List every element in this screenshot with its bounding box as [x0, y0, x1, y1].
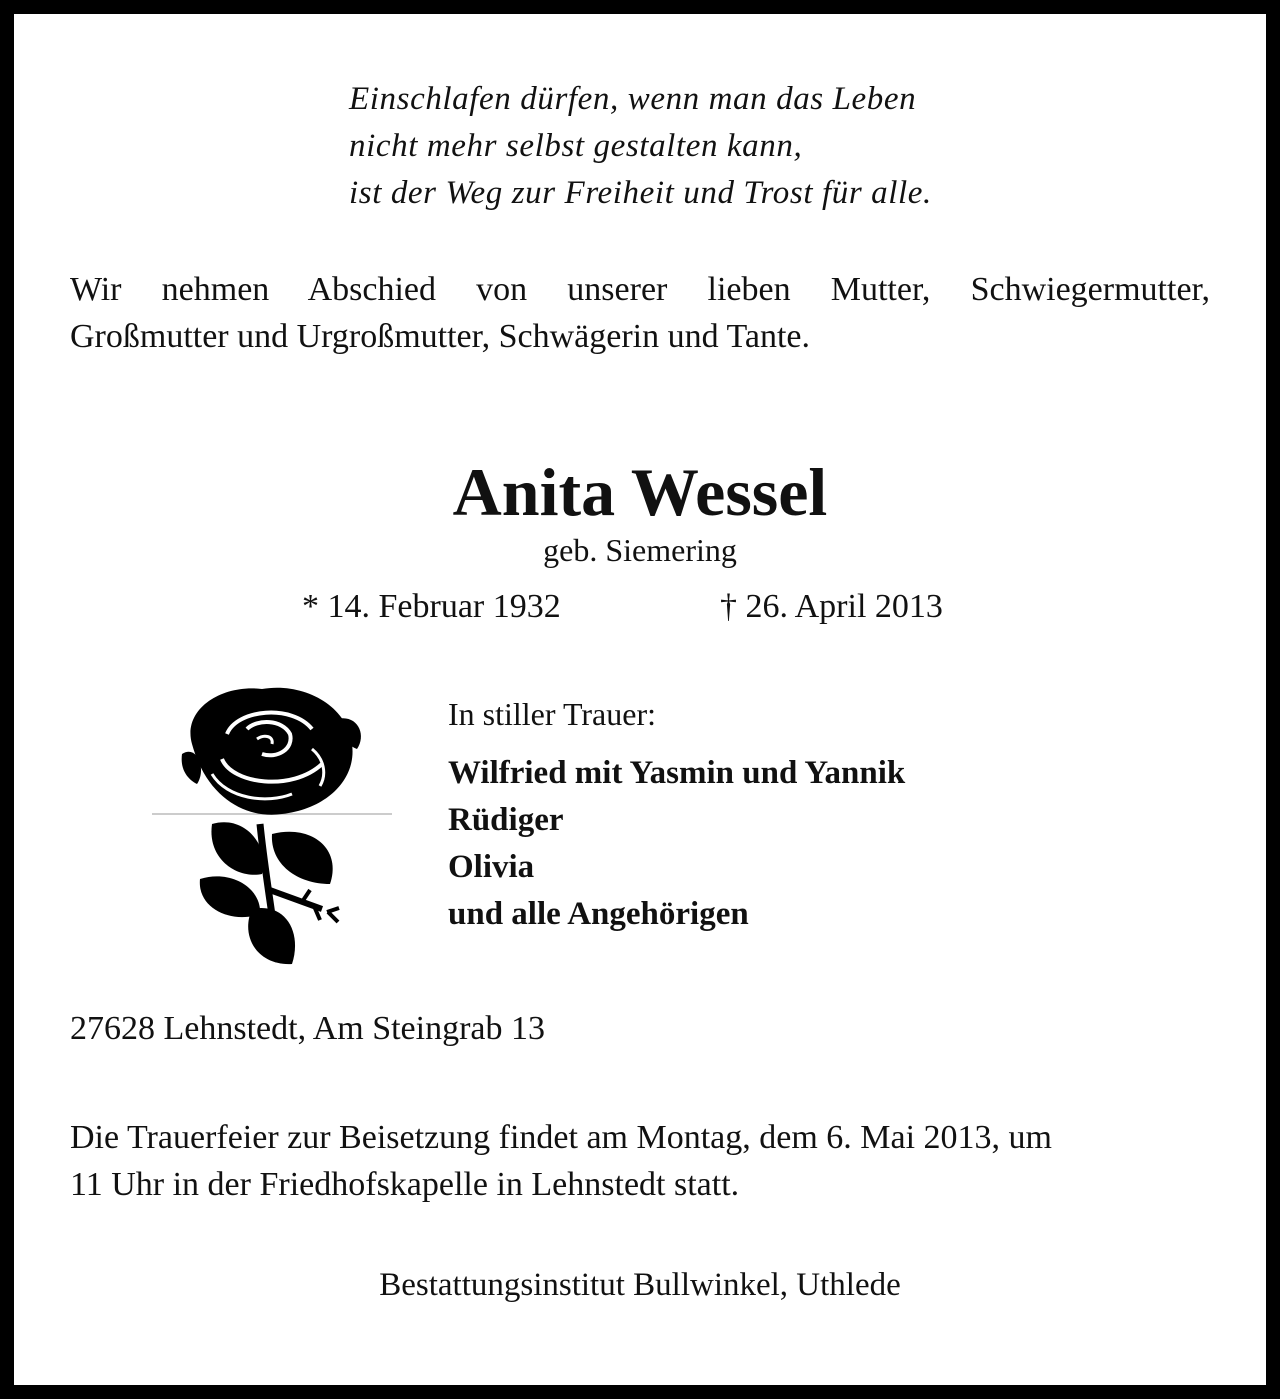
mourner-name: und alle Angehörigen: [448, 896, 749, 932]
rose-icon: [152, 674, 392, 974]
service-line: 11 Uhr in der Friedhofskapelle in Lehnstedt statt.: [70, 1166, 740, 1203]
maiden-name: geb. Siemering: [543, 532, 737, 568]
funeral-service-info: [70, 1114, 1052, 1208]
farewell-line: Wir nehmen Abschied von unserer lieben Mutter, Schwiegermutter,: [70, 271, 1210, 308]
farewell-text: [70, 266, 1210, 360]
obituary-card: [14, 14, 1266, 1385]
poem-line: Einschlafen dürfen, wenn man das Leben: [349, 81, 917, 117]
deceased-name: Anita Wessel: [452, 454, 828, 530]
mourner-name: Rüdiger: [448, 802, 564, 838]
mourners-list: [448, 750, 905, 938]
poem: [349, 76, 932, 217]
mourner-name: Olivia: [448, 849, 535, 885]
service-line: Die Trauerfeier zur Beisetzung findet am Montag, dem 6. Mai 2013, um: [70, 1119, 1052, 1156]
farewell-line: Großmutter und Urgroßmutter, Schwägerin und Tante.: [70, 318, 811, 355]
birth-date: * 14. Februar 1932: [302, 588, 561, 625]
mourner-name: Wilfried mit Yasmin und Yannik: [448, 755, 906, 791]
address: 27628 Lehnstedt, Am Steingrab 13: [70, 1010, 546, 1047]
death-date: † 26. April 2013: [720, 588, 943, 625]
poem-line: nicht mehr selbst gestalten kann,: [349, 128, 803, 164]
mourning-label: In stiller Trauer:: [448, 696, 656, 732]
poem-line: ist der Weg zur Freiheit und Trost für alle.: [349, 175, 932, 211]
funeral-home: Bestattungsinstitut Bullwinkel, Uthlede: [379, 1267, 901, 1303]
